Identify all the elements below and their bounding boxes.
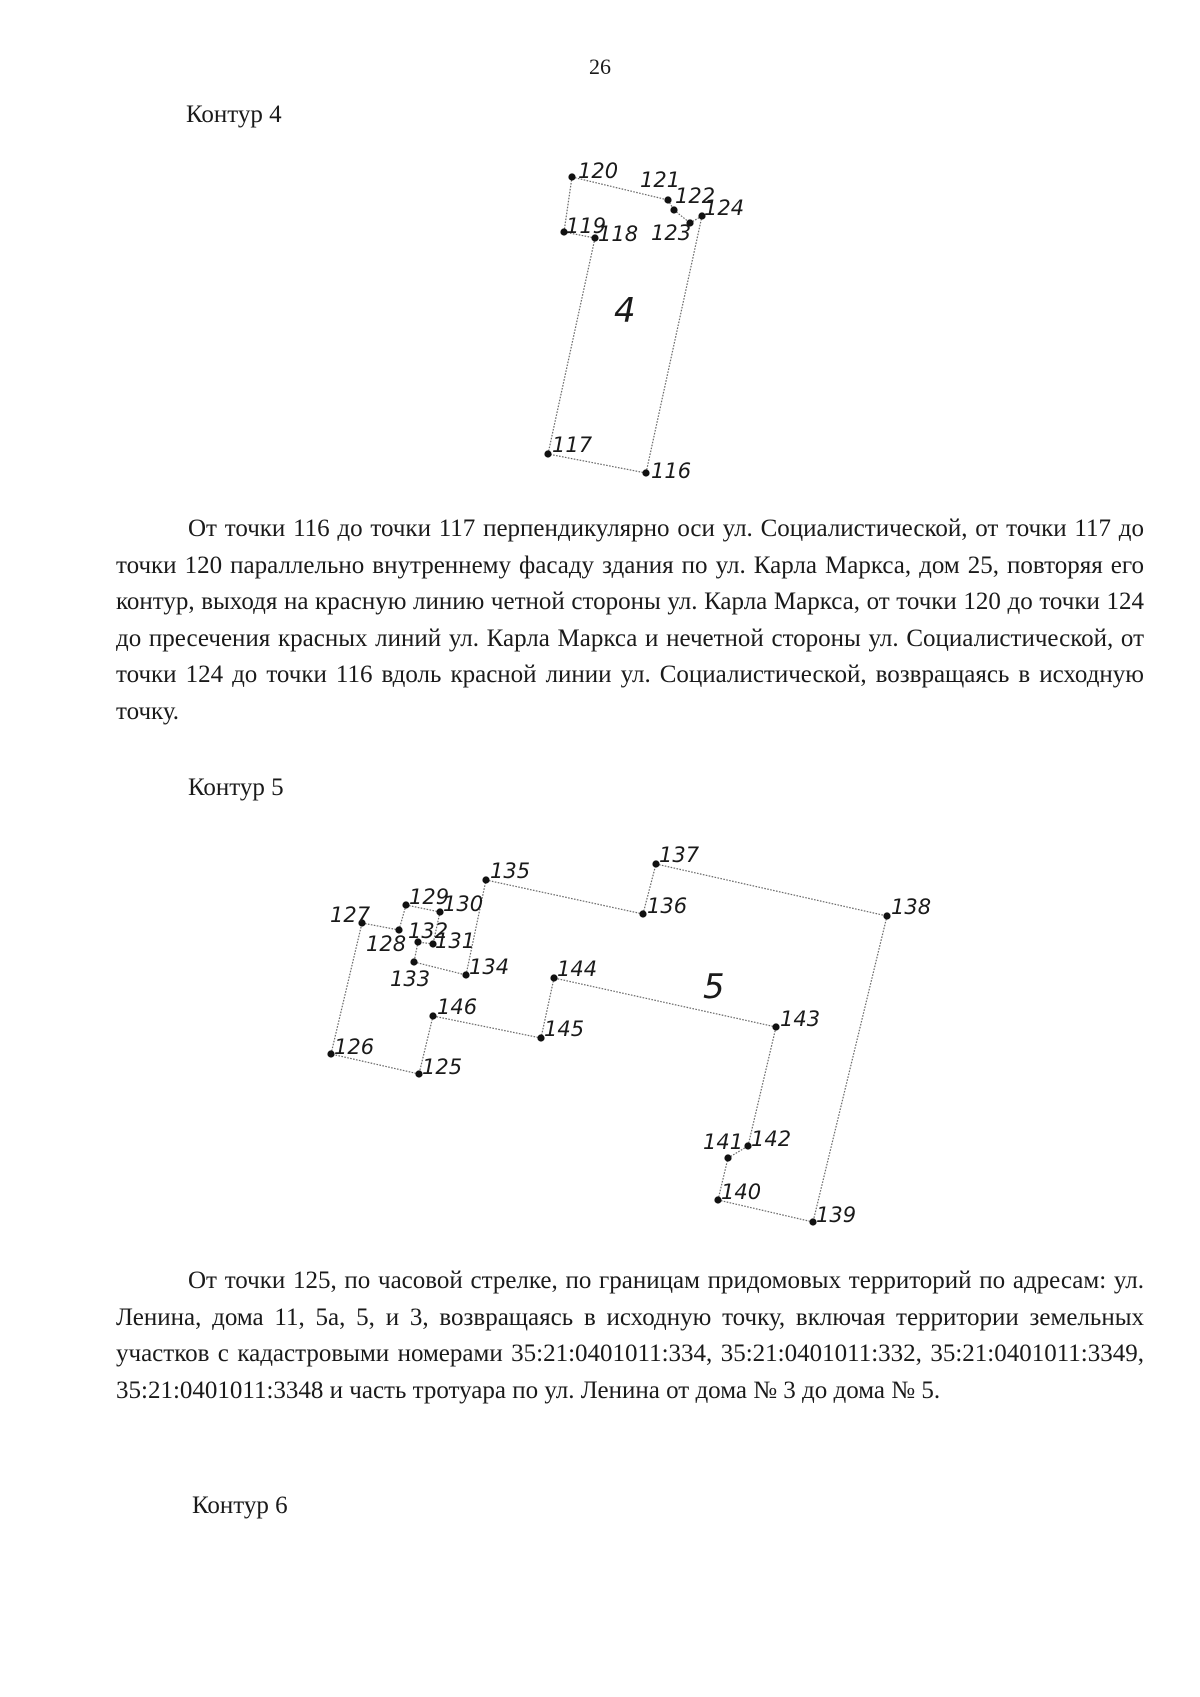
- point-label-126: 126: [334, 1035, 375, 1059]
- point-label-142: 142: [751, 1127, 792, 1151]
- boundary-point-138: [883, 912, 890, 919]
- boundary-segment: [813, 916, 887, 1222]
- point-label-125: 125: [422, 1055, 463, 1079]
- point-label-132: 132: [408, 919, 449, 943]
- boundary-point-143: [772, 1023, 779, 1030]
- point-label-118: 118: [598, 222, 639, 246]
- boundary-point-133: [410, 958, 417, 965]
- contour-6-heading: Контур 6: [192, 1492, 288, 1519]
- point-label-120: 120: [578, 159, 619, 183]
- boundary-segment: [554, 978, 776, 1027]
- point-label-136: 136: [647, 894, 688, 918]
- boundary-point-135: [482, 876, 489, 883]
- point-label-138: 138: [891, 895, 932, 919]
- point-label-124: 124: [704, 196, 745, 220]
- point-label-145: 145: [544, 1017, 585, 1041]
- contour-4-number: 4: [614, 291, 636, 331]
- point-label-123: 123: [651, 221, 692, 245]
- contour-4-description: От точки 116 до точки 117 перпендикулярно оси ул. Социалистической, от точки 117 до точки 120 параллельно внутреннему фасаду здания по ул. Карла Маркса, дом 25, повторяя его контур, выходя на красную линию четной стороны ул. Карла Маркса, от точки 120 до точки 124 до пресечения красных линий ул. Карла Маркса и нечетной стороны ул. Социалистической, от точки 124 до точки 116 вдоль красной линии ул. Социалистической, возвращаясь в исходную точку.: [116, 515, 1144, 725]
- boundary-point-136: [639, 910, 646, 917]
- point-label-139: 139: [816, 1203, 857, 1227]
- point-label-116: 116: [651, 459, 692, 483]
- point-label-146: 146: [437, 995, 478, 1019]
- point-label-135: 135: [490, 859, 531, 883]
- point-label-137: 137: [659, 843, 700, 867]
- boundary-segment: [433, 1016, 541, 1038]
- point-label-127: 127: [330, 903, 371, 927]
- boundary-point-141: [724, 1154, 731, 1161]
- boundary-segment: [486, 880, 643, 914]
- boundary-segment: [656, 864, 887, 916]
- point-label-131: 131: [435, 929, 476, 953]
- point-label-133: 133: [390, 967, 431, 991]
- contour-5-description: От точки 125, по часовой стрелке, по границам придомовых территорий по адресам: ул. Ленина, дома 11, 5а, 5, и 3, возвращаясь в исходную точку, включая территории земельных участков с кадастровыми номерами 35:21:0401011:334, 35:21:0401011:332, 35:21:0401011:3349, 35:21:0401011:3348 и часть тротуара по ул. Ленина от дома № 3 до дома № 5.: [116, 1267, 1144, 1404]
- point-label-119: 119: [566, 214, 607, 238]
- page-number: 26: [589, 54, 611, 79]
- contour-4-heading: Контур 4: [186, 101, 282, 128]
- contour-5-number: 5: [703, 967, 725, 1007]
- point-label-128: 128: [366, 932, 407, 956]
- point-label-117: 117: [552, 433, 593, 457]
- point-label-143: 143: [780, 1007, 821, 1031]
- boundary-point-146: [429, 1012, 436, 1019]
- point-label-121: 121: [640, 168, 681, 192]
- point-label-141: 141: [703, 1130, 744, 1154]
- point-label-122: 122: [675, 184, 716, 208]
- boundary-segment: [399, 905, 406, 930]
- point-label-130: 130: [443, 892, 484, 916]
- point-label-134: 134: [469, 955, 510, 979]
- point-label-129: 129: [409, 885, 450, 909]
- point-label-144: 144: [557, 957, 598, 981]
- contour-5-heading: Контур 5: [188, 774, 284, 801]
- point-label-140: 140: [721, 1180, 762, 1204]
